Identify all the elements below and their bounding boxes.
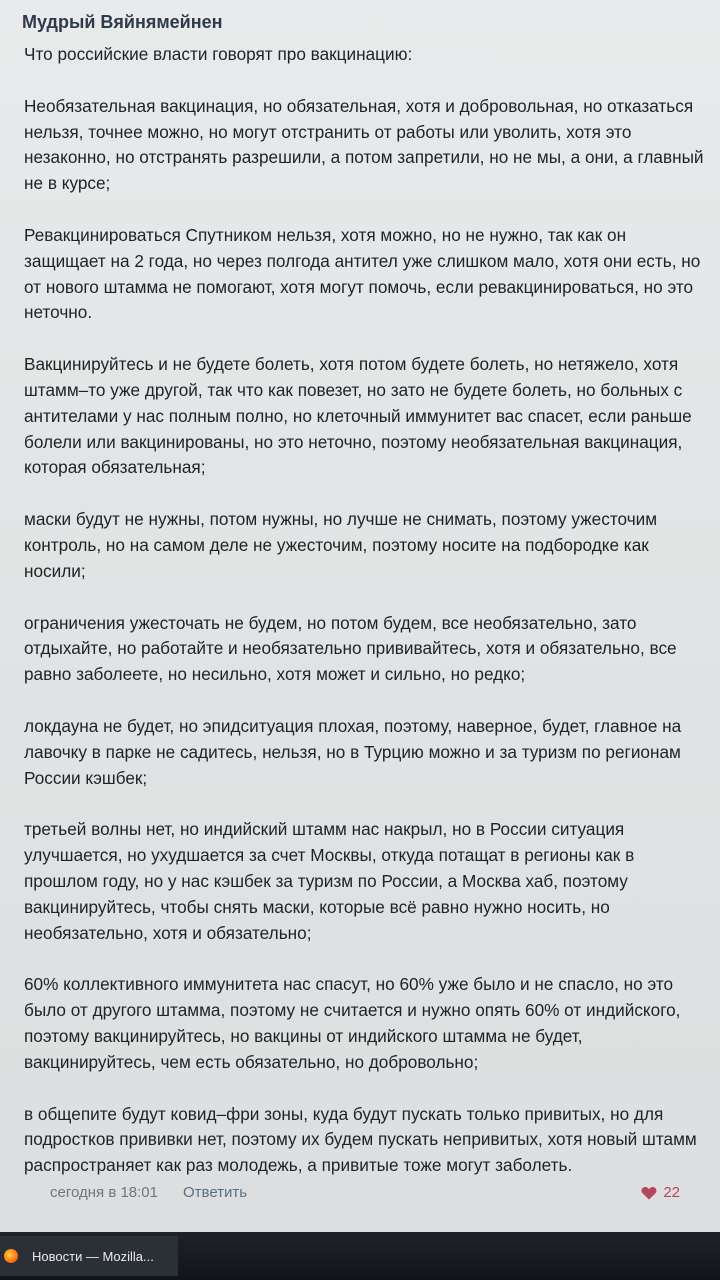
comment-footer xyxy=(50,1184,680,1208)
taskbar-window-firefox[interactable] xyxy=(0,1236,178,1276)
comment-paragraph: ограничения ужесточать не будем, но потом будем, все необязательно, зато отдыхайте, но работайте и необязательно прививайтесь, хотя и обязательно, все равно заболеете, но несильно, хотя может и сильно, но редко; xyxy=(24,612,677,685)
comment-paragraph: 60% коллективного иммунитета нас спасут, но 60% уже было и не спасло, но это было от другого штамма, поэтому не считается и нужно опять 60% от индийского, поэтому вакцинируйтесь, но вакцины от индийского штамма не будет, вакцинируйтесь, чем есть обязательно, но добровольно; xyxy=(24,974,681,1072)
heart-icon xyxy=(641,1186,657,1200)
comment-timestamp[interactable]: сегодня в 18:01 xyxy=(50,1184,158,1201)
firefox-icon xyxy=(4,1249,18,1263)
taskbar xyxy=(0,1232,720,1280)
taskbar-window-label: Новости — Mozilla... xyxy=(32,1248,154,1264)
comment-paragraph: маски будут не нужны, потом нужны, но лучше не снимать, поэтому ужесточим контроль, но на самом деле не ужесточим, поэтому носите на подбородке как носили; xyxy=(24,509,658,581)
comment-paragraph: Вакцинируйтесь и не будете болеть, хотя потом будете болеть, но нетяжело, хотя штамм–то уже другой, так что как повезет, но зато не будете болеть, но больных с антителами у нас полным полно, но клеточный иммунитет вас спасет, если раньше болели или вакцинированы, но это неточно, поэтому необязательная вакцинация, которая обязательная; xyxy=(24,354,692,478)
like-button[interactable] xyxy=(641,1184,680,1201)
comment-paragraph: Необязательная вакцинация, но обязательная, хотя и добровольная, но отказаться нельзя, точнее можно, но могут отстранить от работы или уволить, хотя это незаконно, но отстранять разрешили, а потом запретили, но не мы, а они, а главный не в курсе; xyxy=(24,95,704,194)
comment-author[interactable]: Мудрый Вяйнямейнен xyxy=(22,12,223,32)
comment-intro: Что российские власти говорят про вакцинацию: xyxy=(24,44,413,64)
comment-paragraph: Ревакцинироваться Спутником нельзя, хотя можно, но не нужно, так как он защищает на 2 года, но через полгода антител уже слишком мало, хотя они есть, но от нового штамма не помогают, хотя могут помочь, если ревакцинироваться, но это неточно. xyxy=(24,224,701,323)
reply-button[interactable]: Ответить xyxy=(183,1184,248,1201)
comment-paragraph: в общепите будут ковид–фри зоны, куда будут пускать только привитых, но для подростков прививки нет, поэтому их будем пускать непривитых, хотя новый штамм распространяет как раз молодежь, а привитые тоже могут заболеть. xyxy=(24,1103,697,1176)
comment-paragraph: локдауна не будет, но эпидситуация плохая, поэтому, наверное, будет, главное на лавочку в парке не садитесь, нельзя, но в Турцию можно и за туризм по регионам России кэшбек; xyxy=(24,715,682,788)
comment-paragraph: третьей волны нет, но индийский штамм нас накрыл, но в России ситуация улучшается, но ухудшается за счет Москвы, откуда потащат в регионы как в прошлом году, но у нас кэшбек за туризм по России, а Москва хаб, поэтому вакцинируйтесь, чтобы снять маски, которые всё равно нужно носить, но необязательно, хотя и обязательно; xyxy=(24,819,635,943)
like-count: 22 xyxy=(663,1184,680,1201)
comment-text xyxy=(24,42,704,1205)
